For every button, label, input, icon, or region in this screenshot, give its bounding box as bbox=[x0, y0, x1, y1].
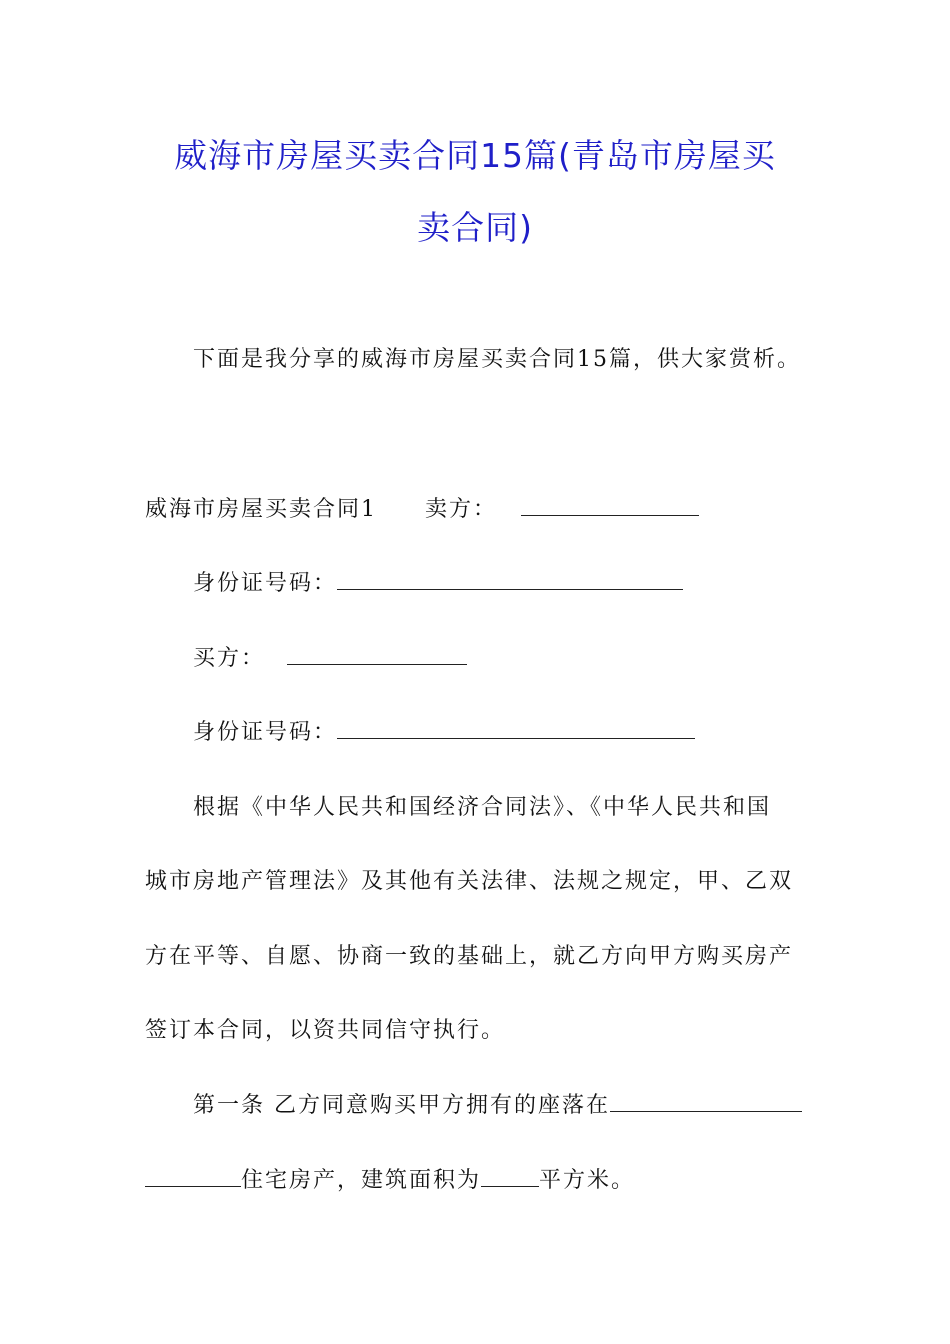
seller-id-blank bbox=[337, 569, 683, 590]
area-blank bbox=[481, 1166, 539, 1187]
article1-row-2 bbox=[145, 1166, 635, 1196]
intro-paragraph: 下面是我分享的威海市房屋买卖合同15篇，供大家赏析。 bbox=[193, 347, 801, 372]
buyer-id-row bbox=[193, 718, 695, 748]
buyer-label: 买方： bbox=[193, 646, 266, 671]
paragraph-line: 根据《中华人民共和国经济合同法》、《中华人民共和国 bbox=[193, 795, 772, 820]
article1-text-2: 住宅房产，建筑面积为 bbox=[241, 1168, 482, 1193]
document-title-line-1: 威海市房屋买卖合同15篇(青岛市房屋买 bbox=[174, 136, 776, 175]
location-blank-continued bbox=[145, 1166, 241, 1187]
seller-id-row bbox=[193, 569, 683, 599]
article1-row-1 bbox=[193, 1091, 802, 1121]
paragraph-line: 签订本合同，以资共同信守执行。 bbox=[145, 1018, 506, 1043]
contract-heading: 威海市房屋买卖合同1 bbox=[145, 497, 377, 522]
buyer-id-blank bbox=[337, 718, 695, 739]
seller-blank bbox=[521, 495, 699, 516]
location-blank bbox=[610, 1091, 802, 1112]
seller-label: 卖方： bbox=[425, 497, 498, 522]
buyer-id-label: 身份证号码： bbox=[193, 720, 338, 745]
paragraph-line: 方在平等、自愿、协商一致的基础上，就乙方向甲方购买房产 bbox=[145, 944, 794, 969]
article1-text-3: 平方米。 bbox=[539, 1168, 636, 1193]
buyer-blank bbox=[287, 644, 467, 665]
paragraph-line: 城市房地产管理法》及其他有关法律、法规之规定，甲、乙双 bbox=[145, 869, 794, 894]
seller-id-label: 身份证号码： bbox=[193, 571, 338, 596]
buyer-row bbox=[193, 644, 467, 674]
article1-text: 第一条 乙方同意购买甲方拥有的座落在 bbox=[193, 1093, 610, 1118]
contract-heading-row bbox=[145, 495, 699, 525]
document-title-line-2: 卖合同) bbox=[417, 208, 533, 247]
